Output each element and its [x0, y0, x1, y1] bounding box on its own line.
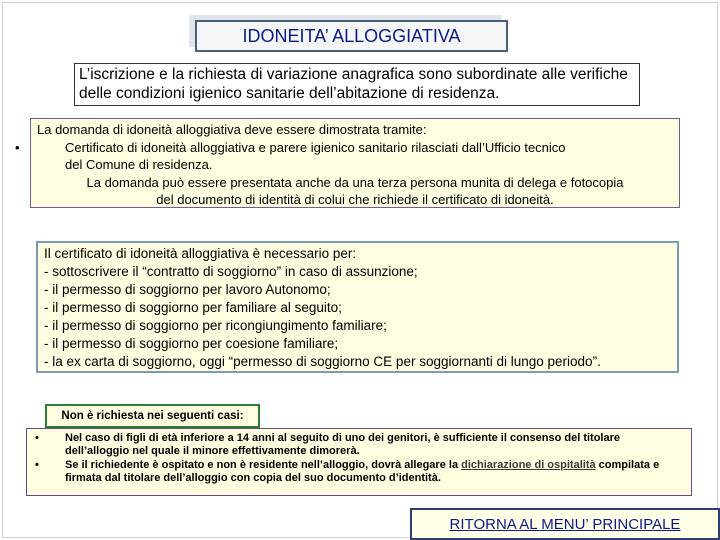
requirement-bullet-text-1: Certificato di idoneità alloggiativa e parere igienico sanitario rilasciati dall’Ufficio tecnico: [65, 139, 566, 155]
page-title: IDONEITA’ ALLOGGIATIVA: [195, 20, 508, 52]
certificate-box: [36, 241, 679, 373]
bullet-icon: •: [15, 139, 20, 155]
exemptions-label: Non è richiesta nei seguenti casi:: [45, 404, 260, 428]
intro-box: L’iscrizione e la richiesta di variazione anagrafica sono subordinate alle verifiche delle condizioni igienico sanitarie dell’abitazione di residenza.: [74, 63, 640, 106]
exemption-case-1-text: Nel caso di figli di età inferiore a 14 anni al seguito di uno dei genitori, è sufficiente il consenso del titolare dell’alloggio nel quale il minore effettivamente dimorerà.: [65, 432, 621, 457]
requirement-bullet-item: [15, 139, 673, 157]
requirement-box: [15, 118, 680, 208]
exemption-cases-box: [26, 428, 692, 496]
certificate-item: - il permesso di soggiorno per lavoro Autonomo;: [44, 282, 331, 297]
bullet-icon: •: [35, 459, 39, 471]
certificate-item: - sottoscrivere il “contratto di soggiorno” in caso di assunzione;: [44, 264, 418, 279]
requirement-note-1: La domanda può essere presentata anche da una terza persona munita di delega e fotocopia: [86, 174, 624, 190]
hospitality-declaration-link[interactable]: dichiarazione di ospitalità: [461, 459, 596, 471]
requirement-note-2: del documento di identità di colui che richiede il certificato di idoneità.: [156, 192, 554, 207]
requirement-bullet-text-2: del Comune di residenza.: [65, 157, 213, 172]
certificate-item: - il permesso di soggiorno per coesione familiare;: [44, 336, 339, 351]
bullet-icon: •: [35, 432, 39, 444]
certificate-heading: Il certificato di idoneità alloggiativa è necessario per:: [44, 246, 357, 261]
return-to-menu-button[interactable]: RITORNA AL MENU’ PRINCIPALE: [410, 508, 720, 540]
exemption-case-2-start: Se il richiedente è ospitato e non è residente nell’alloggio, dovrà allegare la: [65, 459, 462, 471]
certificate-item: - il permesso di soggiorno per familiare al seguito;: [44, 300, 342, 315]
exemption-case-2: [35, 459, 685, 484]
certificate-item: - il permesso di soggiorno per ricongiungimento familiare;: [44, 318, 387, 333]
requirement-heading: La domanda di idoneità alloggiativa deve essere dimostrata tramite:: [37, 122, 427, 137]
exemption-case-1: [35, 432, 685, 457]
exemption-case-2-end: compilata e firmata dal titolare dell’alloggio con copia del suo documento d’identità.: [65, 459, 660, 484]
certificate-item: - la ex carta di soggiorno, oggi “permesso di soggiorno CE per soggiornanti di lungo periodo”.: [44, 354, 601, 369]
